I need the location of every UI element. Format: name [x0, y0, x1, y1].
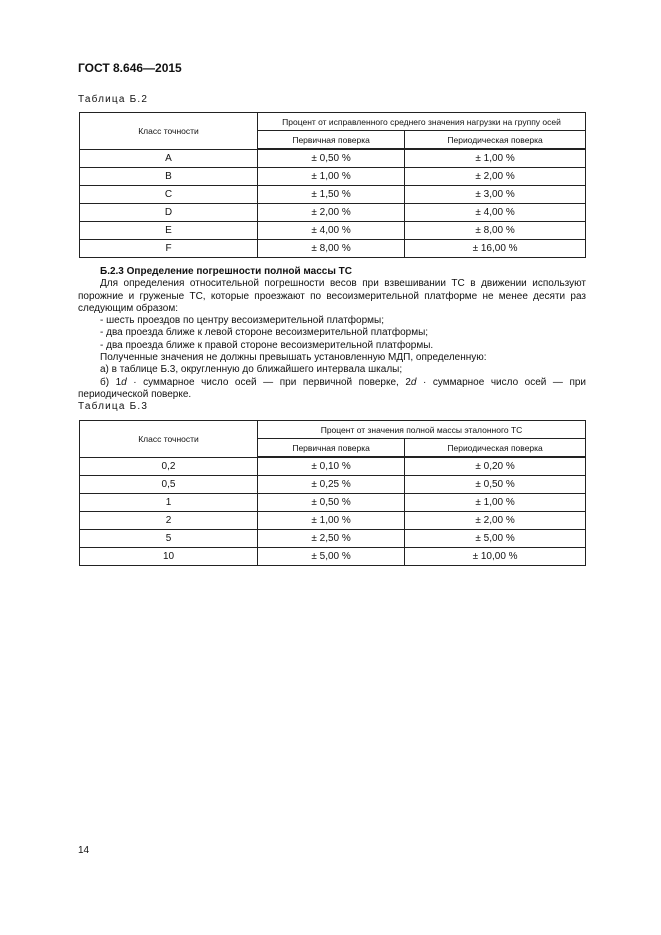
table-cell: ± 0,50 % [405, 476, 586, 494]
table-cell: 10 [80, 548, 258, 566]
table-b2-header-class: Класс точности [80, 113, 258, 150]
text-run: · суммарное число осей — при периодической поверке. [78, 376, 587, 400]
table-cell: ± 1,50 % [258, 186, 405, 204]
table-cell: D [80, 204, 258, 222]
table-cell: C [80, 186, 258, 204]
table-cell: ± 1,00 % [405, 494, 586, 512]
table-row [80, 476, 586, 494]
table-cell: 2 [80, 512, 258, 530]
table-cell: ± 0,50 % [258, 149, 405, 168]
paragraph: Для определения относительной погрешности весов при взвешивании ТС в движении используют порожние и груженые ТС, которые проезжают по весоизмерительной платформе не менее десяти раз следующим образом: [78, 278, 586, 314]
table-cell: ± 10,00 % [405, 548, 586, 566]
table-cell: ± 0,10 % [258, 457, 405, 476]
table-cell: ± 0,50 % [258, 494, 405, 512]
table-cell: ± 1,00 % [258, 168, 405, 186]
table-cell: 1 [80, 494, 258, 512]
table-cell: ± 5,00 % [405, 530, 586, 548]
table-cell: ± 2,00 % [405, 168, 586, 186]
symbol-d: d [410, 376, 417, 388]
table-b2-header-primary: Первичная поверка [258, 131, 405, 150]
table-b2-caption: Таблица Б.2 [78, 94, 149, 105]
table-row [80, 204, 586, 222]
table-row [80, 530, 586, 548]
table-cell: E [80, 222, 258, 240]
paragraph: Полученные значения не должны превышать установленную МДП, определенную: [100, 352, 487, 364]
table-b3-header-primary: Первичная поверка [258, 439, 405, 458]
table-cell: ± 4,00 % [258, 222, 405, 240]
table-row [80, 512, 586, 530]
table-cell: ± 1,00 % [258, 512, 405, 530]
list-item [78, 377, 586, 402]
table-cell: ± 1,00 % [405, 149, 586, 168]
section-title: Б.2.3 Определение погрешности полной массы ТС [100, 266, 352, 277]
text-run: б) 1 [100, 376, 122, 388]
table-row [80, 240, 586, 258]
table-row [80, 186, 586, 204]
table-cell: ± 8,00 % [258, 240, 405, 258]
section-b2-3 [78, 266, 586, 401]
table-row [80, 457, 586, 476]
table-cell: 5 [80, 530, 258, 548]
table-cell: ± 0,20 % [405, 457, 586, 476]
table-cell: ± 4,00 % [405, 204, 586, 222]
table-cell: 0,2 [80, 457, 258, 476]
table-cell: B [80, 168, 258, 186]
list-item: - шесть проездов по центру весоизмерительной платформы; [100, 315, 384, 327]
document-header: ГОСТ 8.646—2015 [78, 61, 182, 75]
table-b2 [79, 112, 586, 258]
table-b3-caption: Таблица Б.3 [78, 401, 149, 412]
table-cell: A [80, 149, 258, 168]
list-item: - два проезда ближе к правой стороне весоизмерительной платформы. [100, 339, 434, 351]
table-cell: ± 8,00 % [405, 222, 586, 240]
table-cell: ± 3,00 % [405, 186, 586, 204]
table-b2-header-periodic: Периодическая поверка [405, 131, 586, 150]
table-row [80, 548, 586, 566]
table-row [80, 222, 586, 240]
table-cell: ± 2,00 % [405, 512, 586, 530]
table-b3-header-class: Класс точности [80, 421, 258, 458]
table-row [80, 168, 586, 186]
table-cell: ± 2,00 % [258, 204, 405, 222]
table-cell: ± 2,50 % [258, 530, 405, 548]
table-cell: ± 16,00 % [405, 240, 586, 258]
page-number: 14 [78, 845, 90, 856]
table-cell: 0,5 [80, 476, 258, 494]
table-b3 [79, 420, 586, 566]
list-item: - два проезда ближе к левой стороне весоизмерительной платформы; [100, 327, 429, 339]
table-cell: ± 5,00 % [258, 548, 405, 566]
table-row [80, 149, 586, 168]
table-b3-header-periodic: Периодическая поверка [405, 439, 586, 458]
table-row [80, 494, 586, 512]
table-b3-header-group: Процент от значения полной массы эталонного ТС [258, 421, 586, 439]
table-cell: ± 0,25 % [258, 476, 405, 494]
symbol-d: d [121, 376, 127, 388]
text-run: · суммарное число осей — при первичной поверке, 2 [126, 376, 411, 388]
table-cell: F [80, 240, 258, 258]
table-b2-header-group: Процент от исправленного среднего значения нагрузки на группу осей [258, 113, 586, 131]
list-item: а) в таблице Б.3, округленную до ближайшего интервала шкалы; [100, 364, 403, 376]
